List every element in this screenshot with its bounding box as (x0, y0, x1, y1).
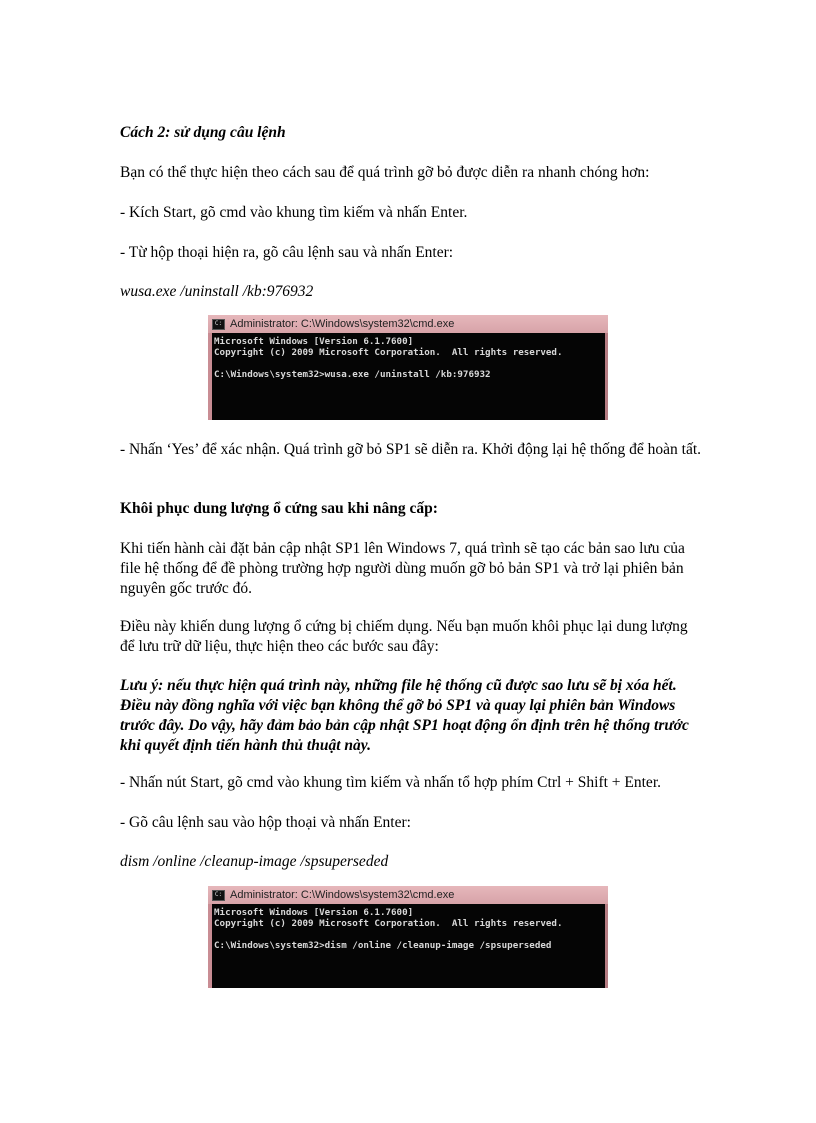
command-text-2: dism /online /cleanup-image /spsuperseded (120, 853, 389, 870)
warning-note: Lưu ý: nếu thực hiện quá trình này, những file hệ thống cũ được sao lưu sẽ bị xóa hết. Điều này đồng nghĩa với việc bạn không thể gỡ bỏ SP1 và quay lại phiên bản Windows trước đây. Do vậy, hãy đảm bảo bản cập nhật SP1 hoạt động ổn định trên hệ thống trước khi quyết định tiến hành thủ thuật này. (120, 677, 689, 754)
console-line: C:\Windows\system32>wusa.exe /uninstall /kb:976932 (214, 369, 491, 380)
cmd-window-title: Administrator: C:\Windows\system32\cmd.exe (230, 318, 455, 330)
step-2: - Từ hộp thoại hiện ra, gõ câu lệnh sau và nhấn Enter: (120, 244, 454, 261)
console-line: Copyright (c) 2009 Microsoft Corporation. All rights reserved. (214, 347, 563, 358)
cmd-window-icon: C: (212, 319, 225, 330)
paragraph-disk-usage: Điều này khiến dung lượng ổ cứng bị chiếm dụng. Nếu bạn muốn khôi phục lại dung lượng để lưu trữ dữ liệu, thực hiện theo các bước sau đây: (120, 618, 688, 655)
cmd-console-output (208, 904, 608, 954)
step-3: - Nhấn ‘Yes’ để xác nhận. Quá trình gỡ bỏ SP1 sẽ diễn ra. Khởi động lại hệ thống để hoàn tất. (120, 441, 702, 458)
section-heading-method-2: Cách 2: sử dụng câu lệnh (120, 124, 286, 141)
command-text-1: wusa.exe /uninstall /kb:976932 (120, 283, 314, 300)
cmd-window-icon: C: (212, 890, 225, 901)
cmd-screenshot-1 (208, 315, 608, 420)
paragraph-backup-explanation: Khi tiến hành cài đặt bản cập nhật SP1 lên Windows 7, quá trình sẽ tạo các bản sao lưu của file hệ thống để đề phòng trường hợp người dùng muốn gỡ bỏ bản SP1 và trở lại phiên bản nguyên gốc trước đó. (120, 540, 685, 597)
section-heading-restore-space: Khôi phục dung lượng ổ cứng sau khi nâng cấp: (120, 500, 438, 517)
cmd-console-output (208, 333, 608, 383)
cmd-titlebar (208, 886, 608, 904)
intro-paragraph: Bạn có thể thực hiện theo cách sau để quá trình gỡ bỏ được diễn ra nhanh chóng hơn: (120, 164, 650, 181)
console-line: Microsoft Windows [Version 6.1.7600] (214, 336, 414, 347)
cmd-titlebar (208, 315, 608, 333)
cmd-window-title: Administrator: C:\Windows\system32\cmd.exe (230, 889, 455, 901)
step-5: - Gõ câu lệnh sau vào hộp thoại và nhấn Enter: (120, 814, 411, 831)
step-1: - Kích Start, gõ cmd vào khung tìm kiếm và nhấn Enter. (120, 204, 468, 221)
step-4: - Nhấn nút Start, gõ cmd vào khung tìm kiếm và nhấn tổ hợp phím Ctrl + Shift + Enter. (120, 774, 661, 791)
console-line (214, 929, 602, 940)
cmd-screenshot-2 (208, 886, 608, 988)
console-line (214, 358, 602, 369)
console-line: Copyright (c) 2009 Microsoft Corporation. All rights reserved. (214, 918, 563, 929)
console-line: Microsoft Windows [Version 6.1.7600] (214, 907, 414, 918)
console-line: C:\Windows\system32>dism /online /cleanup-image /spsuperseded (214, 940, 552, 951)
